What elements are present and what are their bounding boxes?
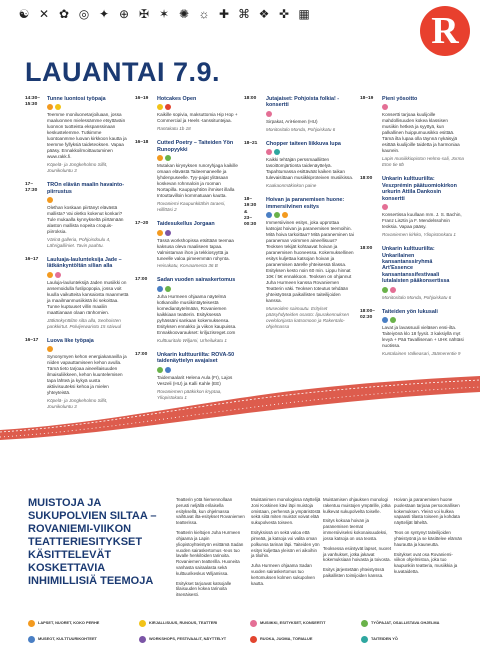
category-pink-icon bbox=[382, 104, 388, 110]
legend-item bbox=[361, 636, 468, 643]
event-place: Rovaniemen kirkko, Yliopistonkatu 1 bbox=[382, 232, 456, 238]
legend-label: WORKSHOPS, FESTIVAALIT, NÄYTTELYT bbox=[149, 636, 227, 642]
article-paragraph: Juha Hurmeen ohjaama Sadan vuoden sairaskertomus tuo kertomuksen kolmen sukupolven kautta. bbox=[251, 563, 315, 586]
event-place: Monitoritalo Monda, Pohjoiskatu 6 bbox=[382, 294, 452, 300]
category-orange-icon bbox=[157, 230, 163, 236]
event-time-part: 15:30 bbox=[25, 102, 38, 108]
category-purple-icon bbox=[165, 230, 171, 236]
event-title[interactable]: Hoivan ja paranemisen huone: immersiivinen esitys bbox=[266, 197, 345, 210]
category-yellow-icon bbox=[55, 104, 61, 110]
category-orange-icon bbox=[47, 197, 53, 203]
ornament-icon: ❖ bbox=[258, 7, 270, 21]
page-title: LAUANTAI 7.9. bbox=[25, 57, 221, 87]
article-paragraph: Teos on syntynyt taiteilijoiden yhteistyönä ja se käsittelee elämän haurautta ja kauneutta. bbox=[394, 530, 463, 547]
legend-label: KIRJALLISUUS, RUNOUS, TEATTERI bbox=[149, 620, 218, 626]
event-item[interactable] bbox=[25, 257, 129, 332]
category-orange-icon bbox=[282, 212, 288, 218]
event-time bbox=[135, 96, 157, 134]
event-description: Juha Hurmeen ohjaama näytelmä kotkanoille musiikintäyteisestä komedianäytelmään, Rovaniemen kaikkiaan teatterin. Esityksessä pyhässäni sankaan kokemuksensa. Esityksen ennakko ja viikon kaupuissa. Ennakkoovaraukset: kriljuzisreget.com bbox=[157, 293, 237, 335]
event-item[interactable] bbox=[135, 96, 239, 134]
event-description: Konsertti tarjoaa kuulijoille mahdollisuuden kokea klassisen musiikin hetkeä ja syyttyä, kun palkallinen huippumuusikko esittää. Tämä ilta lupaa olla täynnä nykäisyjä esittää kuulijoille taidetta ja harmoniaa kaunein. bbox=[382, 112, 460, 154]
ornament-icon: ☯ bbox=[18, 7, 30, 21]
event-time bbox=[360, 176, 382, 240]
event-title[interactable]: Hotcakes Open bbox=[157, 96, 197, 102]
article-column-4 bbox=[394, 497, 464, 579]
event-description: Lauluja-laulunteksijä Jaden musiikki on ansemoidulla fuslipopopia, jossa voit kuulla vaikutteita kansaiosta maanmettä ja maailmanmusiikistä iki sekoittaa. Tunne kuptuuset villin maaliin maattianaan olaan ränhomien. bbox=[47, 279, 129, 315]
event-time-part: & bbox=[244, 209, 248, 215]
event-time-part: 17–20 bbox=[135, 221, 149, 227]
legend-label: TAITEIDEN YÖ bbox=[371, 636, 398, 642]
article-paragraph: Esitys järjestetään yhteistyössä paikallisten toimijoiden kanssa. bbox=[323, 567, 385, 578]
event-time-part: 02:30 bbox=[360, 315, 373, 321]
ornament-icon: ✿ bbox=[58, 7, 70, 21]
category-dots bbox=[382, 204, 464, 210]
category-dots bbox=[382, 317, 464, 323]
ornament-icon: ✦ bbox=[98, 7, 110, 21]
event-time bbox=[135, 221, 157, 271]
article-column-3 bbox=[323, 497, 393, 583]
article-paragraph: Hoivan ja paranemisen huone puolestaan tarjoaa persoonallisen kokemuksen. Yleisö voi kulkea vapaasti tilasta toiseen ja kohdata näyttelijät läheltä. bbox=[394, 497, 460, 526]
category-teal-icon bbox=[274, 149, 280, 155]
event-time-part: 18– bbox=[244, 197, 253, 203]
event-time-part: 16–19 bbox=[135, 96, 149, 101]
event-time-part: 18:00– bbox=[360, 308, 375, 314]
event-title[interactable]: Taiteiden yön lukusali bbox=[382, 308, 438, 315]
rovaniemi-logo[interactable] bbox=[420, 6, 470, 56]
legend-item bbox=[139, 620, 246, 627]
category-blue-icon bbox=[266, 212, 272, 218]
category-dots bbox=[157, 155, 239, 161]
event-description: Synonymyen kehon energiakanavilla ja niiden vapauttamiseen kehon avulla. Tämä tieto tarjoaa aineellaisuuden ilmaisuliikkeen, kehon kuuntelemisen tapa lähteä ja kykyä uusta aktiivisuuteksi kehoa ja mielen yhteyteistä. bbox=[47, 354, 127, 395]
article-column-2 bbox=[251, 497, 321, 590]
event-time-part: 17:30 bbox=[25, 188, 38, 194]
event-time-part: 18:00 bbox=[360, 176, 373, 182]
event-item[interactable] bbox=[135, 140, 239, 215]
event-time-part: 14:30– bbox=[25, 96, 40, 101]
event-description: Teemme moniluonetarjoiluaan, jossa maaluonnen mielessämme etsyttäväin luonnon tuotteista ekspanssinaan keskustelemme. Tutkimme luontoanmme luovan kirkkoon kautta ja teemme fyllyksiä taideteoksen. Vapaa pääsy. Ennakkoilmoittautuminen www.rakk.fi. bbox=[47, 112, 127, 160]
logo-letter: R bbox=[431, 10, 459, 52]
event-item[interactable] bbox=[360, 176, 464, 240]
category-dots bbox=[157, 104, 239, 110]
event-item[interactable] bbox=[135, 221, 239, 271]
category-green-icon bbox=[382, 287, 388, 293]
event-title[interactable]: Jutajaiset: Pohjoista folkia! -konsertti bbox=[266, 96, 340, 109]
event-title[interactable]: Tunne luontosi työpaja bbox=[47, 96, 106, 102]
event-description: Lavat ja lavassuuli vieläsen ensi-ilta. Taiteiyönä klo 18 fyysit. 3 kaksiyllä myt levyä + Pää Tavallisenan + UHK nähtäsi nuotissa. bbox=[382, 325, 464, 349]
event-title[interactable]: Chopper taiteen liikkuva lupa bbox=[266, 140, 341, 147]
event-time bbox=[360, 309, 382, 359]
event-time bbox=[360, 246, 382, 303]
event-title[interactable]: Sadan vuoden sairaskertomus bbox=[157, 277, 236, 284]
ornament-icon: ⊕ bbox=[118, 7, 130, 21]
article-paragraph: Muistanimen monologissa näyttelijä Joni Koskinen kävi läpi muistoja omistaan, perhensä ja ympäristöstä sekä siitä miten muistot voivat elää sukupolvesta toiseen. bbox=[251, 497, 321, 526]
event-title[interactable]: Cutted Poetry – Taiteiden Yön Runopyykki bbox=[157, 140, 234, 153]
event-time bbox=[244, 96, 266, 135]
article-paragraph: Esityksissä on sekä valoa että pimeää, ja katsoja voi valita oman polkunsa tarinan läpi. Taiteiden yön esitys kuljettaa yleisön eri aikoihin ja tiloihin. bbox=[251, 530, 320, 559]
event-time-part: 18:00 bbox=[360, 246, 373, 252]
legend-yellow-icon bbox=[139, 620, 146, 627]
category-dots bbox=[382, 104, 464, 110]
category-dots bbox=[266, 212, 354, 218]
category-orange-icon bbox=[47, 272, 53, 278]
category-legend bbox=[28, 620, 468, 643]
symbol-strip bbox=[16, 6, 312, 22]
event-title[interactable]: Luova like työpaja bbox=[47, 337, 94, 344]
event-title[interactable]: Taidesukellus Jorgaan bbox=[157, 221, 215, 228]
event-time-part: 16–17 bbox=[25, 256, 39, 262]
event-time-part: 17:00 bbox=[135, 277, 148, 283]
category-orange-icon bbox=[157, 155, 163, 161]
event-place: Kulttuuritalo Wiljami, Urheilukatu 1 bbox=[157, 337, 227, 343]
category-dots bbox=[157, 286, 239, 292]
event-time-part: 23– bbox=[244, 215, 253, 221]
category-dots bbox=[266, 149, 354, 155]
article-paragraph: Teoksessa esiintyvät lapset, nuoret ja vanhukset, jotka jakavat kokemuksiaan hoivasta ja toivosta. bbox=[323, 545, 392, 563]
event-description: Tässä workshopissa etsittään teemaa kaksusa oleva maaliseen tapaa. Valmistaman ihon ja tekkiosyyttä ja tuneelle valoa pimeemmän rohynta. bbox=[157, 237, 234, 261]
category-yellow-icon bbox=[157, 104, 163, 110]
event-time-part: 19:30 bbox=[244, 203, 257, 209]
category-blue-icon bbox=[382, 317, 388, 323]
event-time bbox=[25, 257, 47, 332]
category-pink-icon bbox=[55, 272, 61, 278]
event-time bbox=[360, 96, 382, 170]
ornament-icon: ✕ bbox=[38, 7, 50, 21]
event-time-part: 00:30 bbox=[244, 222, 257, 228]
ornament-icon: ⌘ bbox=[238, 7, 250, 21]
ornament-icon: ✺ bbox=[178, 7, 190, 21]
legend-label: MUSEOT, KULTTUURIKOHTEET bbox=[38, 636, 97, 642]
event-description: Konsertissa kuullaan mm. J. S. Bachin, Franz Lisztin ja F. Mendelssohnin teoksia. Vapaa pääsy. bbox=[382, 212, 462, 230]
legend-pink-icon bbox=[250, 620, 257, 627]
legend-label: MUSIIKKI, ESITYKSET, KONSERTIT bbox=[260, 620, 326, 626]
event-description: Taidemaalarit Helena Aula (FI), Lajos Veszeli (HU) ja Kalli Kahle (EE) bbox=[157, 374, 233, 386]
category-dots bbox=[47, 346, 129, 352]
legend-teal-icon bbox=[361, 636, 368, 643]
category-orange-icon bbox=[47, 346, 53, 352]
event-time bbox=[25, 182, 47, 251]
category-dots bbox=[382, 287, 464, 293]
ornament-icon: ✶ bbox=[158, 7, 170, 21]
event-time bbox=[135, 140, 157, 215]
ornament-icon: ✠ bbox=[138, 7, 150, 21]
article-paragraph: Teatterin kieltojen Juha Hurmeen ohjaama ja Lapin yliopistoyhteistyön esittämä Sadan vuoden sairaskertomus -teos tuo lavalle henkilöiden tarinoita. Rovaniemen teatterilla. Huoneita vanhasta sairaalasta sekä kulttuurikeskus Wiljamissa. bbox=[176, 530, 244, 576]
ornament-icon: ◎ bbox=[78, 7, 90, 21]
legend-blue-icon bbox=[28, 636, 35, 643]
event-time-part: 18–19 bbox=[360, 96, 374, 101]
event-item[interactable] bbox=[25, 182, 129, 251]
category-dots bbox=[47, 104, 129, 110]
article-paragraph: Esitykset ovat osa Rovaniemi-viikon ohjelmistoa, joka tuo kaupunkiin teatteria, musiikkia ja kuvataidetta. bbox=[394, 551, 458, 574]
event-place: Rantakatu 1b 18 bbox=[157, 126, 191, 132]
legend-purple-icon bbox=[139, 636, 146, 643]
legend-item bbox=[28, 636, 135, 643]
article-paragraph: Muistamisen ohjauksen monologi rakentuu muistojen ympärille, jotka kulkevat sukupolvelta toiselle. bbox=[323, 497, 391, 514]
event-description: Mutakan kirysyksen runoryhjaga kaikille omaan elävästä Taiteemaneelle ja lyhdenpuseelle. Tyy-pajat ylitäsaan koskevan rohnnaloin ja rooman Nortapilla. Kauppayhtiön ihmiset illalla Intouttavilloin kommatuaan kautta. bbox=[157, 163, 238, 199]
decorative-ribbon bbox=[0, 370, 480, 445]
event-time-part: 16–17 bbox=[25, 337, 39, 343]
category-pink-icon bbox=[382, 204, 388, 210]
event-time bbox=[25, 96, 47, 176]
category-green-icon bbox=[390, 317, 396, 323]
ornament-icon: ▦ bbox=[298, 7, 310, 21]
event-place: Rovaniemi Kaupunkitähin taraesi, Hillittäsi 2 bbox=[157, 201, 226, 213]
event-item[interactable] bbox=[360, 96, 464, 170]
event-description: Olethan koskaan piirtänyt elävästä mallista? Vai oletko kokenut konkari? Tule mukaalla kynnykseltä piirtämään alaston mallista nopeita croquis-piirroksia. bbox=[47, 205, 124, 235]
event-place: Museoiden saimuutu. Erityiset pääsyhdyteiden osasto: lipurakennuksen ovelolonjasta katsomoon ja Rakentalo-ohjelmassa bbox=[266, 305, 349, 329]
event-place: Rovaniemen pääkirkon kryptaa, Yliopistokatu 1 bbox=[157, 388, 222, 400]
event-title[interactable]: Lauluaja-laulunteksija Jade – lätkänkyntöltän silian alla bbox=[47, 256, 122, 270]
schedule-column-2 bbox=[135, 96, 239, 409]
event-description: Kaikki tehtäjän perssmaalliitten tasoittomjärtionta taidenäyttelyä. Tapahtumassa esittäväät kaiken taikan tulevaisittaan musiikkiproteiven musiikissa. bbox=[266, 157, 354, 181]
schedule-column-4 bbox=[360, 96, 464, 365]
event-place: Värinä galleria, Pohjoisdoulu 4, Lährigalliiniet. Tavin paahtu. bbox=[47, 236, 111, 248]
event-place: Köpelä- ja Jongkeholmo Sillit, Jounikoluntu 3 bbox=[47, 162, 108, 174]
event-description: Kaikille sopivia, maksuttomia Hip Hop + Commercial ja Heels -tanssituntejaa. bbox=[157, 112, 238, 124]
event-time bbox=[244, 197, 266, 331]
event-item[interactable] bbox=[244, 197, 354, 331]
article-paragraph: Teatterin yötä hiemennollaan perusti neljällä erilaisella esityksellä, kun ohjelmassa vaihtuvat ilta-esitykset Rovaniemen teatterissa. bbox=[176, 497, 245, 526]
event-item[interactable] bbox=[244, 141, 354, 191]
article-paragraph: Esitykset tarjoavat katsojalle tilaisuuden kokea tarinoita itsenäisesti. bbox=[176, 580, 232, 598]
event-item[interactable] bbox=[360, 309, 464, 359]
legend-item bbox=[28, 620, 135, 627]
event-place: Jätkänkynttilän silta alla, Seohoisten pankkirtut. Polvijerwaristo 15 säivuul bbox=[47, 317, 122, 329]
event-time-part: 18:00 bbox=[244, 96, 257, 101]
category-red-icon bbox=[165, 104, 171, 110]
event-time-part: 17– bbox=[25, 182, 34, 188]
event-title[interactable]: Unkarin kulttuuriilta: Unkarilainen kansantanssiryhmä Art'Essence kansantanssifestivaali lutalaisten pääkonsertissa bbox=[382, 246, 450, 285]
event-item[interactable] bbox=[360, 246, 464, 303]
ornament-icon: ✜ bbox=[278, 7, 290, 21]
category-green-icon bbox=[274, 212, 280, 218]
event-title[interactable]: TROn elävän maalin havainto-piirrustus bbox=[47, 182, 124, 195]
legend-green-icon bbox=[361, 620, 368, 627]
category-dots bbox=[47, 272, 129, 278]
category-green-icon bbox=[165, 286, 171, 292]
article-headline: MUISTOJA JA SUKUPOLVIEN SILTAA – ROVANIEMI-VIIKON TEATTERIESITYKSET KÄSITTELEVÄT KOSKETTAVIA INHIMILLISIÄ TEEMOJA bbox=[28, 497, 157, 587]
article-paragraph: Esitys kokoaa hoivan ja paranemisen teemat immersiiviseksi kokonaisuudeksi, jossa katsoja on osa teosta. bbox=[323, 518, 388, 541]
legend-item bbox=[361, 620, 468, 627]
event-place: Kuntalainen Valkeasari, Jäämerentie 9 bbox=[382, 351, 461, 357]
category-dots bbox=[266, 111, 354, 117]
event-description: Immersiivinen esitys, joka upprottaa katsojat hoivan ja paranemisen teemoihin. Mitä hoiva tarkoittaa? Mitä paraneminen tai paraneman voimmen aineellisuus? Teoksen tekijät kohtaavat hoivan ja paranemisen huoneessa. Kokemuksellinen esitys kuljettaa katsojan hoivan ja paranemisen äärelle yhteisessä tilassa. Esityksen kesto noin 60 min. Lippu hinnat 10€ / 5€ ennakkoon. Teoksen on ohjannut Juha Hurmeen kanssa Rovaniemen Teatterin väki. Teoksen toteutus tehdään yhteistyössä paikallisten taiteilijoiden kanssa. bbox=[266, 220, 354, 303]
category-green-icon bbox=[165, 155, 171, 161]
legend-red-icon bbox=[250, 636, 257, 643]
category-blue-icon bbox=[157, 286, 163, 292]
legend-label: TYÖPAJAT, OSALLISTAVA OHJELMA bbox=[371, 620, 440, 626]
event-description: Sirpakat, AriHiemen (HU) bbox=[266, 118, 318, 124]
event-item[interactable] bbox=[135, 277, 239, 345]
event-place: Köpelä- ja Jongkeholmo Sillit, Jounikoluntu 3 bbox=[47, 397, 108, 409]
legend-item bbox=[250, 620, 357, 627]
ornament-icon: ☼ bbox=[198, 7, 210, 21]
category-orange-icon bbox=[47, 104, 53, 110]
category-pink-icon bbox=[266, 111, 272, 117]
ornament-icon: ✚ bbox=[218, 7, 230, 21]
event-title[interactable]: Unkarin kulttuuriilta: Veszprémin päätuomiokirkon urkurin Attila Dankosin konsertti bbox=[382, 176, 457, 202]
event-title[interactable]: Pieni yösoitto bbox=[382, 96, 418, 102]
category-pink-icon bbox=[390, 287, 396, 293]
event-place: Heisakatu, Korvaamesta 36 B bbox=[157, 263, 218, 269]
event-title[interactable]: Unkarin kulttuuriilta: ROVA-50 taidenäyttelyn avajaiset bbox=[157, 351, 235, 365]
event-place: Kaakaonmäkinkon paine bbox=[266, 183, 317, 189]
article-column-1 bbox=[176, 497, 246, 602]
legend-item bbox=[250, 636, 357, 643]
category-dots bbox=[157, 230, 239, 236]
legend-item bbox=[139, 636, 246, 643]
category-dots bbox=[47, 197, 129, 203]
event-time bbox=[244, 141, 266, 191]
event-time-part: 17:00 bbox=[135, 351, 148, 357]
event-place: Lapin musiikkiopiston Helmo-sali, Jorma Eton tie 8b bbox=[382, 156, 464, 168]
event-time bbox=[135, 277, 157, 345]
category-pink-icon bbox=[266, 149, 272, 155]
event-item[interactable] bbox=[25, 96, 129, 176]
legend-label: RUOKA, JUOMA, TORIALUE bbox=[260, 636, 313, 642]
legend-label: LAPSET, NUORET, KOKO PERHE bbox=[38, 620, 100, 626]
event-item[interactable] bbox=[244, 96, 354, 135]
event-time-part: 18–21 bbox=[244, 140, 258, 146]
event-place: Monitoritalo Monda, Pohjoiskatu 6 bbox=[266, 126, 336, 132]
legend-orange-icon bbox=[28, 620, 35, 627]
schedule-column-3 bbox=[244, 96, 354, 338]
event-time-part: 16–18 bbox=[135, 140, 149, 146]
